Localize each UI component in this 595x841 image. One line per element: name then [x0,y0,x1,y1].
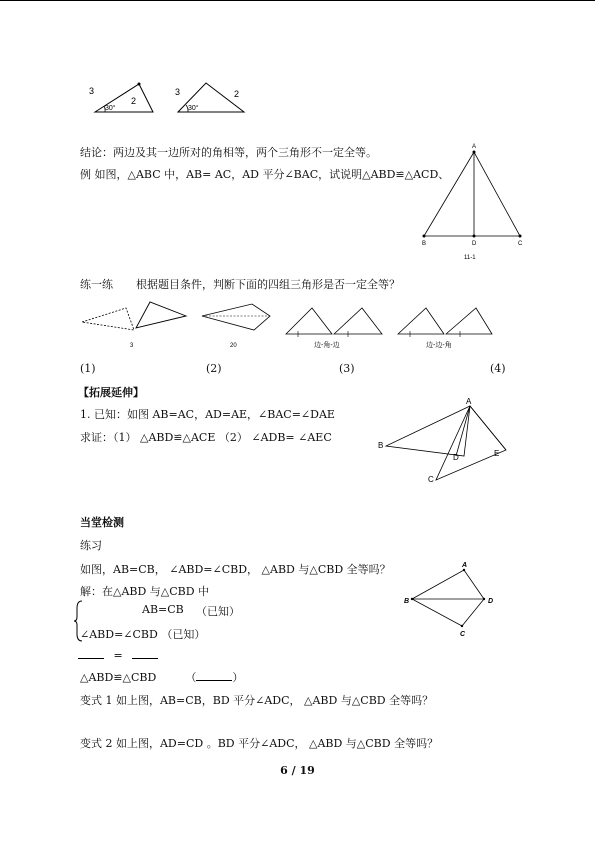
triangle-figure-1 [85,78,160,118]
reason-blank[interactable] [196,670,232,681]
label-B: B [422,241,427,247]
fig2-angle: 30° [188,105,199,112]
ext-label-A: A [466,397,472,406]
figure-caption: 11-1 [464,255,476,261]
check-label-B: B [404,598,410,605]
extension-figure [376,398,516,490]
check-label-A: A [462,562,468,569]
ext-label-C: C [428,475,434,484]
brace-line-1-right: （已知） [196,605,240,618]
brace-line-2: ∠ABD=∠CBD （已知） [80,628,206,641]
fig2-side-right: 2 [234,89,240,99]
practice-caption-1: (1) [80,362,96,375]
check-label-D: D [488,598,494,605]
fig1-side-right: 2 [131,96,137,106]
paren-open: （ [185,671,197,684]
check-sub: 练习 [80,539,102,552]
practice-fig2-label: 20 [230,343,237,349]
brace-line-1-left: AB=CB [142,603,184,616]
check-heading: 当堂检测 [80,516,124,529]
practice-caption-2: (2) [206,362,222,375]
conclusion-congruent: △ABD≌△CBD [80,671,157,684]
conclusion-text: 结论：两边及其一边所对的角相等，两个三角形不一定全等。 [80,146,377,159]
fig1-angle: 30° [105,105,116,112]
page-number: 6 / 19 [280,764,315,777]
conclusion-line [80,669,243,685]
practice-figure-3 [284,302,384,350]
practice-fig3-label: 边-角-边 [314,342,340,349]
example-prefix: 例 如图， [80,168,128,181]
example-line [80,166,449,182]
fig1-side-left: 3 [89,86,95,96]
triangle-figure-2 [168,78,253,118]
blank-left[interactable] [78,648,104,659]
check-label-C: C [460,631,466,638]
practice-figure-2 [198,300,278,350]
check-question: 如图，AB=CB， ∠ABD=∠CBD， △ABD 与△CBD 全等吗？ [80,563,391,576]
practice-heading: 练一练 [80,278,113,291]
label-C: C [518,241,523,247]
practice-figure-1 [78,300,188,350]
ext-label-B: B [378,441,384,450]
top-rule [0,0,595,1]
check-figure [402,562,502,644]
fill-equation [78,648,158,662]
extension-problem: 1. 已知：如图 AB=AC，AD=AE，∠BAC=∠DAE [80,408,335,421]
extension-heading: 【拓展延伸】 [78,386,144,399]
label-A: A [472,144,477,150]
ext-label-D: D [453,453,459,462]
variant-2: 变式 2 如上图，AD=CD 。BD 平分∠ADC， △ABD 与△CBD 全等吗？ [80,737,439,750]
practice-caption-4: (4) [490,362,506,375]
check-solution-line: 解：在△ABD 与△CBD 中 [80,585,210,598]
practice-caption-3: (3) [339,362,355,375]
variant-1: 变式 1 如上图，AB=CB，BD 平分∠ADC， △ABD 与△CBD 全等吗？ [80,694,434,707]
ext-label-E: E [494,449,500,458]
isosceles-figure [418,144,533,264]
practice-figure-4 [396,302,496,350]
practice-fig1-label: 3 [130,343,134,349]
example-text: △ABC 中，AB= AC，AD 平分∠BAC，试说明△ABD≌△ACD、 [127,168,450,181]
equals-sign: = [113,649,123,662]
practice-fig4-label: 边-边-角 [426,342,452,349]
extension-prove: 求证：（1） △ABD≌△ACE （2） ∠ADB= ∠AEC [80,431,332,444]
blank-right[interactable] [132,648,158,659]
label-D: D [472,241,477,247]
practice-instruction: 根据题目条件，判断下面的四组三角形是否一定全等？ [136,278,400,291]
paren-close: ） [232,671,244,684]
fig2-side-left: 3 [175,87,181,97]
